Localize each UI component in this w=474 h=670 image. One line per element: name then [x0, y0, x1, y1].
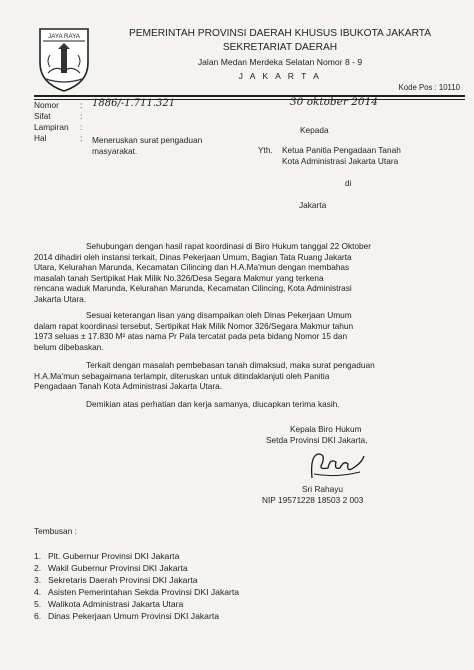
nomor-value: 1886/-1.711.321	[92, 98, 176, 109]
body-paragraph-3: Terkait dengan masalah pembebasan tanah dimaksud, maka surat pengaduan H.A.Ma'mun sebagaimana terlampir, diteruskan untuk ditindaklanjuti oleh Panitia Pengadaan Tanah Kota Administrasi Jakarta Utara.	[34, 360, 375, 391]
hal-value-line-1: Meneruskan surat pengaduan	[92, 135, 203, 145]
signature-title-2: Setda Provinsi DKI Jakarta,	[266, 435, 368, 445]
tembusan-item: 2. Wakil Gubernur Provinsi DKI Jakarta	[34, 563, 188, 573]
letterhead-address: Jalan Medan Merdeka Selatan Nomor 8 - 9	[197, 57, 363, 67]
nomor-label: Nomor	[34, 100, 59, 110]
hal-colon: :	[80, 133, 83, 143]
letterhead-city: J A K A R T A	[238, 71, 322, 81]
recipient-city: Jakarta	[299, 200, 327, 210]
body-paragraph-1: Sehubungan dengan hasil rapat koordinasi di Biro Hukum tanggal 22 Oktober 2014 dihadiri oleh instansi terkait, Dinas Pekerjaan Umum, Bagian Tata Ruang Jakarta Utara, Kelurahan Marunda, Kecamatan Cilincing dan H.A.Ma'mun dengan membahas masalah tanah Sertipikat Hak Milik No.326/Desa Segara Makmur yang terkena rencana waduk Marunda, Kelurahan Marunda, Kecamatan Cilincing, Kota Administrasi Jakarta Utara.	[34, 241, 372, 304]
recipient-line-1: Ketua Panitia Pengadaan Tanah	[282, 145, 401, 155]
logo-motto: JAYA RAYA	[48, 33, 80, 40]
signatory-name: Sri Rahayu	[302, 484, 344, 494]
recipient-line-2: Kota Administrasi Jakarta Utara	[282, 156, 399, 166]
letter-date: 30 oktober 2014	[290, 96, 378, 108]
kepada-label: Kepada	[300, 125, 329, 135]
postal-code: Kode Pos : 10110	[398, 83, 460, 92]
signature-title-1: Kepala Biro Hukum	[290, 424, 362, 434]
tembusan-label: Tembusan :	[34, 526, 77, 536]
tembusan-item: 4. Asisten Pemerintahan Sekda Provinsi DKI Jakarta	[34, 587, 240, 597]
nomor-colon: :	[80, 100, 83, 110]
sifat-colon: :	[80, 111, 83, 121]
tembusan-item: 3. Sekretaris Daerah Provinsi DKI Jakarta	[34, 575, 198, 585]
recipient-di: di	[345, 178, 352, 188]
tembusan-list	[34, 550, 239, 622]
hal-value-line-2: masyarakat.	[92, 146, 138, 156]
lampiran-label: Lampiran	[34, 122, 69, 132]
signatory-nip: NIP 19571228 18503 2 003	[262, 495, 364, 505]
jakarta-crest-logo	[34, 19, 94, 95]
letterhead-rule-thick	[34, 95, 465, 97]
tembusan-item: 5. Walikota Administrasi Jakarta Utara	[34, 599, 184, 609]
tembusan-item: 6. Dinas Pekerjaan Umum Provinsi DKI Jakarta	[34, 611, 219, 621]
sifat-label: Sifat	[34, 111, 51, 121]
letterhead-line-1: PEMERINTAH PROVINSI DAERAH KHUSUS IBUKOTA JAKARTA	[128, 28, 432, 39]
lampiran-colon: :	[80, 122, 83, 132]
handwritten-signature	[300, 448, 370, 484]
body-paragraph-4: Demikian atas perhatian dan kerja samanya, diucapkan terima kasih.	[86, 399, 340, 409]
hal-label: Hal	[34, 133, 47, 143]
letterhead-line-2: SEKRETARIAT DAERAH	[222, 42, 338, 53]
body-paragraph-2: Sesuai keterangan lisan yang disampaikan oleh Dinas Pekerjaan Umum dalam rapat koordinasi tersebut, Sertipikat Hak Milik Nomor 326/Segara Makmur tahun 1973 seluas ± 17.830 M² atas nama Pr Pala tercatat pada peta bidang Nomor 15 dan belum dibebaskan.	[34, 310, 354, 352]
yth-label: Yth.	[258, 145, 273, 155]
tembusan-item: 1. Plt. Gubernur Provinsi DKI Jakarta	[34, 551, 180, 561]
